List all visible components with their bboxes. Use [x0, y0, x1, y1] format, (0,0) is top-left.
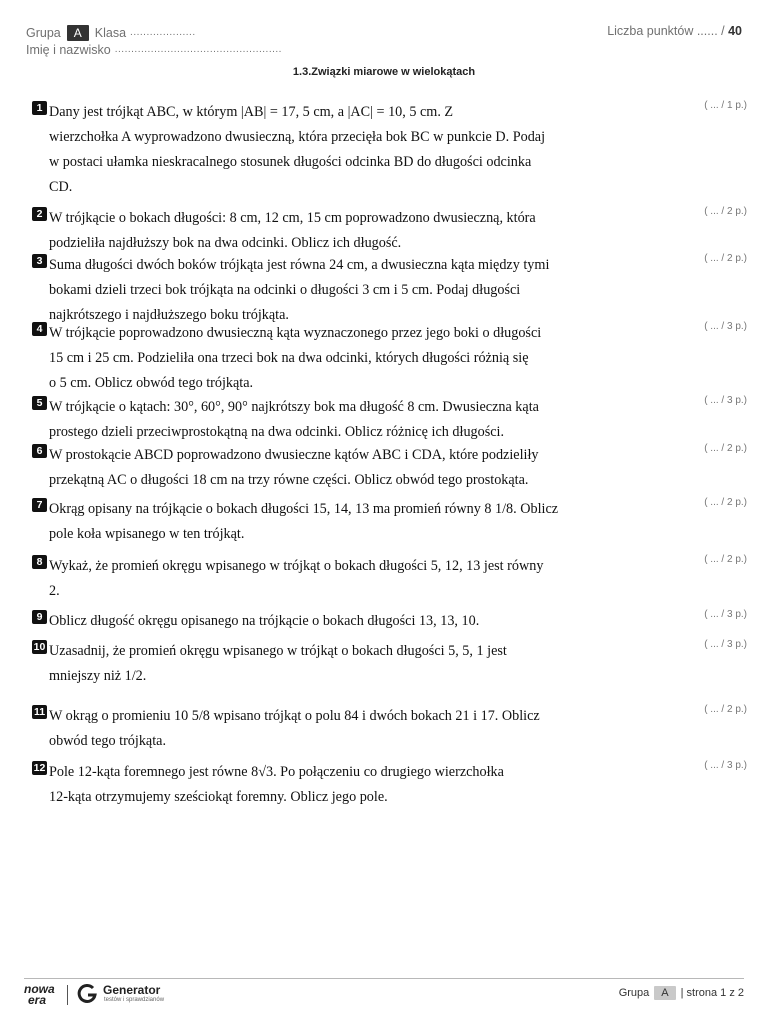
task-text-line: W prostokącie ABCD poprowadzono dwusieczne kątów ABC i CDA, które podzieliły — [49, 447, 539, 463]
task-points: ( ... / 3 p.) — [704, 609, 747, 620]
task-number-badge: 9 — [32, 610, 47, 624]
class-dots: .................... — [130, 27, 196, 38]
task-text-line: 2. — [49, 583, 60, 599]
points-summary — [607, 24, 742, 38]
task-text — [49, 497, 589, 547]
task-text — [49, 760, 589, 810]
task-points: ( ... / 2 p.) — [704, 554, 747, 565]
task-points: ( ... / 3 p.) — [704, 395, 747, 406]
task-text — [49, 554, 589, 604]
nowa-era-logo — [24, 984, 55, 1006]
task-points: ( ... / 2 p.) — [704, 443, 747, 454]
task-points: ( ... / 2 p.) — [704, 206, 747, 217]
task-points: ( ... / 2 p.) — [704, 704, 747, 715]
task-text-line: przekątną AC o długości 18 cm na trzy równe części. Oblicz obwód tego prostokąta. — [49, 472, 529, 488]
task-text-line: mniejszy niż 1/2. — [49, 668, 147, 684]
task-points: ( ... / 2 p.) — [704, 497, 747, 508]
task-text-line: najkrótszego i najdłuższego boku trójkąta. — [49, 307, 289, 323]
footer-group-badge: A — [654, 986, 675, 1000]
task-text-line: 12-kąta otrzymujemy sześciokąt foremny. Oblicz jego pole. — [49, 789, 388, 805]
generator-title: Generator — [103, 983, 161, 997]
task-text-line: bokami dzieli trzeci bok trójkąta na odcinki o długości 3 cm i 5 cm. Podaj długości — [49, 282, 521, 298]
points-total: 40 — [728, 24, 742, 38]
task-points: ( ... / 3 p.) — [704, 321, 747, 332]
task-text-line: o 5 cm. Oblicz obwód tego trójkąta. — [49, 375, 254, 391]
task-points: ( ... / 3 p.) — [704, 760, 747, 771]
task-number-badge: 5 — [32, 396, 47, 410]
task-text-line: prostego dzieli przeciwprostokątną na dwa odcinki. Oblicz różnicę ich długości. — [49, 424, 505, 440]
task-number-badge: 8 — [32, 555, 47, 569]
name-label: Imię i nazwisko — [26, 42, 111, 57]
generator-g-icon — [76, 983, 98, 1005]
task-text-line: Pole 12-kąta foremnego jest równe 8√3. Po połączeniu co drugiego wierzchołka — [49, 764, 504, 780]
points-label: Liczba punktów ...... / — [607, 24, 725, 38]
task-number-badge: 1 — [32, 101, 47, 115]
task-text-line: wierzchołka A wyprowadzono dwusieczną, która przecięła bok BC w punkcie D. Podaj — [49, 129, 546, 145]
task-points: ( ... / 2 p.) — [704, 253, 747, 264]
logo-line-1: nowa — [24, 982, 55, 996]
logo-separator — [67, 985, 68, 1005]
task-text-line: Wykaż, że promień okręgu wpisanego w trójkąt o bokach długości 5, 12, 13 jest równy — [49, 558, 544, 574]
task-text — [49, 206, 589, 256]
group-label: Grupa — [26, 25, 61, 40]
task-text-line: Uzasadnij, że promień okręgu wpisanego w trójkąt o bokach długości 5, 5, 1 jest — [49, 643, 507, 659]
task-text — [49, 321, 589, 396]
task-text — [49, 443, 589, 493]
task-number-badge: 4 — [32, 322, 47, 336]
task-text-line: podzieliła najdłuższy bok na dwa odcinki. Oblicz ich długość. — [49, 235, 402, 251]
task-text-line: W trójkącie o bokach długości: 8 cm, 12 cm, 15 cm poprowadzono dwusieczną, która — [49, 210, 536, 226]
task-text — [49, 395, 589, 445]
task-number-badge: 2 — [32, 207, 47, 221]
task-text-line: W trójkącie o kątach: 30°, 60°, 90° najkrótszy bok ma długość 8 cm. Dwusieczna kąta — [49, 399, 539, 415]
task-text-line: w postaci ułamka nieskracalnego stosunek długości odcinka BD do długości odcinka — [49, 154, 532, 170]
footer-group-label: Grupa — [618, 987, 650, 999]
class-label: Klasa — [94, 25, 127, 40]
task-text — [49, 609, 589, 634]
page-indicator: | strona 1 z 2 — [680, 987, 744, 999]
footer-divider — [24, 978, 744, 979]
task-text — [49, 704, 589, 754]
task-points: ( ... / 3 p.) — [704, 639, 747, 650]
task-number-badge: 6 — [32, 444, 47, 458]
task-text-line: 15 cm i 25 cm. Podzieliła ona trzeci bok na dwa odcinki, których długości różnią się — [49, 350, 529, 366]
logo-line-2: era — [28, 993, 47, 1007]
task-number-badge: 11 — [33, 706, 46, 718]
task-number-badge: 7 — [32, 498, 47, 512]
header — [26, 24, 742, 58]
task-text-line: CD. — [49, 179, 73, 195]
task-text-line: Okrąg opisany na trójkącie o bokach długości 15, 14, 13 ma promień równy 8 1/8. Oblicz — [49, 501, 559, 517]
task-number-badge: 3 — [32, 254, 47, 268]
task-text-line: W okrąg o promieniu 10 5/8 wpisano trójkąt o polu 84 i dwóch bokach 21 i 17. Oblicz — [49, 708, 540, 724]
task-text — [49, 100, 589, 200]
name-dots: ................................................... — [114, 44, 282, 55]
task-text — [49, 253, 589, 328]
worksheet-title: 1.3.Związki miarowe w wielokątach — [292, 66, 476, 78]
task-text-line: Suma długości dwóch boków trójkąta jest równa 24 cm, a dwusieczna kąta między tymi — [49, 257, 550, 273]
footer-page-info — [619, 986, 744, 1000]
task-number-badge: 12 — [33, 762, 46, 774]
task-text-line: obwód tego trójkąta. — [49, 733, 167, 749]
task-points: ( ... / 1 p.) — [704, 100, 747, 111]
generator-subtitle: testów i sprawdzianów — [104, 997, 165, 1003]
group-badge: A — [67, 25, 89, 41]
task-text-line: pole koła wpisanego w ten trójkąt. — [49, 526, 245, 542]
task-text-line: Dany jest trójkąt ABC, w którym |AB| = 17, 5 cm, a |AC| = 10, 5 cm. Z — [49, 104, 454, 120]
task-text — [49, 639, 589, 689]
task-number-badge: 10 — [33, 641, 46, 653]
task-text-line: Oblicz długość okręgu opisanego na trójkącie o bokach długości 13, 13, 10. — [49, 613, 480, 629]
task-text-line: W trójkącie poprowadzono dwusieczną kąta wyznaczonego przez jego boki o długości — [49, 325, 542, 341]
